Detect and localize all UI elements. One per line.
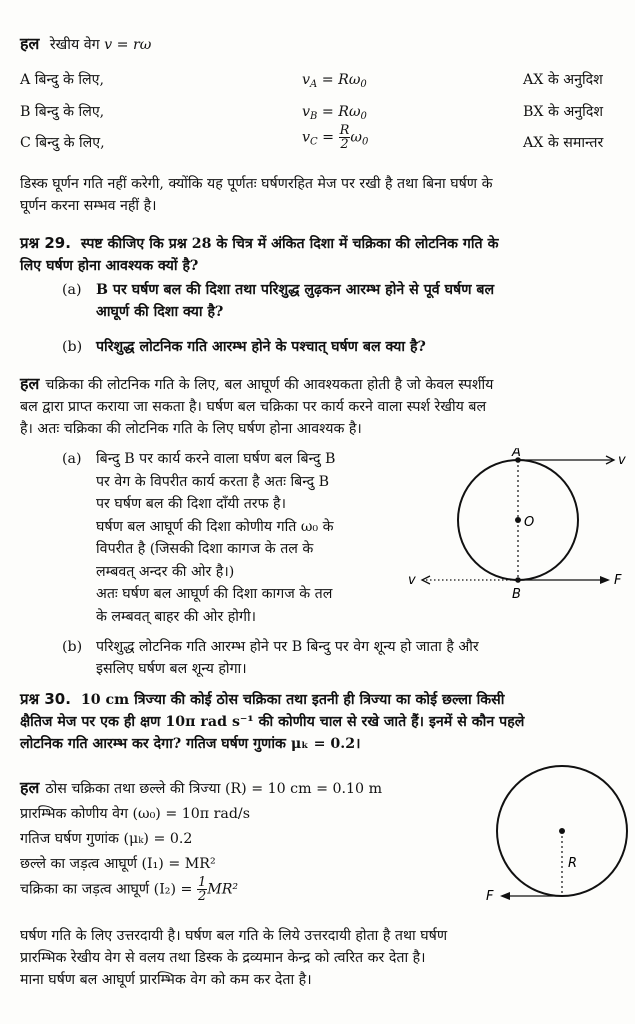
sol28-row-b-dir: BX के अनुदिश: [523, 104, 604, 120]
sol28-row-b-eq: $v_B = R\omega_0$: [302, 104, 367, 122]
sol29-a-marker: (a): [62, 451, 82, 467]
label-v-bottom: v: [408, 573, 416, 588]
sol29-paragraph: हल चक्रिका की लोटनिक गति के लिए, बल आघूर्ण की आवश्यकता होती है जो केवल स्पर्शीय बल द्वारा प्राप्त कराया जा सकता है। घर्षण बल चक्रिका पर कार्य करने वाला स्पर्श रेखीय बल है। अतः चक्रिका की लोटनिक गति के लिए घर्षण होना आवश्यक है।: [20, 374, 494, 437]
sol28-hal: हल: [20, 34, 40, 53]
sol28-intro: [20, 36, 151, 52]
sol30-given: हल ठोस चक्रिका तथा छल्ले की त्रिज्या (R) = 10 cm = 0.10 m प्रारम्भिक कोणीय वेग (ω₀) = 10π rad/s गतिज घर्षण गुणांक (μₖ) = 0.2 छल्ले का जड़त्व आघूर्ण (I₁) = MR²: [20, 778, 383, 872]
label-r: R: [568, 856, 578, 871]
q30-number: प्रश्न 30.: [20, 690, 71, 708]
sol28-intro-eq: v = rω: [104, 37, 152, 53]
sol28-paragraph: [20, 173, 492, 217]
point-o: [515, 517, 521, 523]
label-a: A: [512, 448, 521, 460]
sol28-row-c-eq: $v_C$ = $\frac{R}{2}$ $\omega_0$: [302, 123, 369, 152]
sol29-hal: हल: [20, 374, 40, 393]
q29-b-text: परिशुद्ध लोटनिक गति आरम्भ होने के पश्चात् घर्षण बल क्या है?: [96, 339, 426, 355]
sol30-paragraph: घर्षण गति के लिए उत्तरदायी है। घर्षण बल गति के लिये उत्तरदायी होता है तथा घर्षण प्रारम्भिक रेखीय वेग से वलय तथा डिस्क के द्रव्यमान केन्द्र को त्वरित कर देता है। माना घर्षण बल आघूर्ण प्रारम्भिक वेग को कम कर देता है।: [20, 928, 448, 988]
q29-number: प्रश्न 29.: [20, 234, 71, 252]
sol29-a-text: बिन्दु B पर कार्य करने वाला घर्षण बल बिन्दु B पर वेग के विपरीत कार्य करता है अतः बिन्दु B पर घर्षण बल की दिशा दाँयी तरफ है। घर्षण बल आघूर्ण की दिशा कोणीय गति ω₀ के विपरीत है (जिसकी दिशा कागज के तल के लम्बवत् अन्दर की ओर है।) अतः घर्षण बल आघूर्ण की दिशा कागज के तल के लम्बवत् बाहर की ओर होगी।: [96, 451, 336, 625]
sol30-hal: हल: [20, 778, 40, 797]
sol28-row-c-dir: AX के समान्तर: [523, 135, 604, 151]
sol29-b-text: परिशुद्ध लोटनिक गति आरम्भ होने पर B बिन्दु पर वेग शून्य हो जाता है और इसलिए घर्षण बल शून्य होगा।: [96, 639, 479, 677]
q30-question: प्रश्न 30. 10 cm त्रिज्या की कोई ठोस चक्रिका तथा इतनी ही त्रिज्या का कोई छल्ला किसी क्षैतिज मेज पर एक ही क्षण 10π rad s⁻¹ की कोणीय चाल से रखे जाते हैं। इनमें से कौन पहले लोटनिक गति आरम्भ कर देगा? गतिज घर्षण गुणांक μₖ = 0.2।: [20, 690, 525, 752]
sol30-disc-inertia: चक्रिका का जड़त्व आघूर्ण (I₂) = $\frac{1}{2}$ MR²: [20, 875, 239, 904]
label-o: O: [524, 515, 535, 530]
q29-a-marker: (a): [62, 282, 82, 298]
sol28-intro-text: रेखीय वेग: [49, 37, 105, 53]
q29-question: [20, 232, 498, 277]
sol28-row-a-eq: $v_A = R\omega_0$: [302, 72, 367, 90]
rolling-disc-figure: [400, 448, 630, 608]
label-v-top: v: [618, 453, 626, 468]
label-f-30: F: [486, 889, 494, 904]
sol28-para-line: घूर्णन करना सम्भव नहीं है।: [20, 198, 157, 214]
sol28-row-a-label: A बिन्दु के लिए,: [20, 72, 105, 88]
q29-a-text: B पर घर्षण बल की दिशा तथा परिशुद्ध लुढ़कन आरम्भ होने से पूर्व घर्षण बल आघूर्ण की दिशा क्या है?: [96, 282, 495, 320]
label-f: F: [614, 573, 622, 588]
sol29-b-marker: (b): [62, 639, 83, 655]
sol28-para-line: डिस्क घूर्णन गति नहीं करेगी, क्योंकि यह पूर्णतः घर्षणरहित मेज पर रखी है तथा बिना घर्षण के: [20, 176, 493, 192]
label-b: B: [512, 587, 521, 602]
q29-text-line: स्पष्ट कीजिए कि प्रश्न 28 के चित्र में अंकित दिशा में चक्रिका की लोटनिक गति के: [80, 236, 499, 252]
q29-b-marker: (b): [62, 339, 83, 355]
ring-figure: [470, 763, 635, 913]
sol28-row-b-label: B बिन्दु के लिए,: [20, 104, 105, 120]
sol28-row-c-label: C बिन्दु के लिए,: [20, 135, 105, 151]
sol28-row-a-dir: AX के अनुदिश: [523, 72, 603, 88]
q29-text-line: लिए घर्षण होना आवश्यक क्यों है?: [20, 258, 199, 274]
